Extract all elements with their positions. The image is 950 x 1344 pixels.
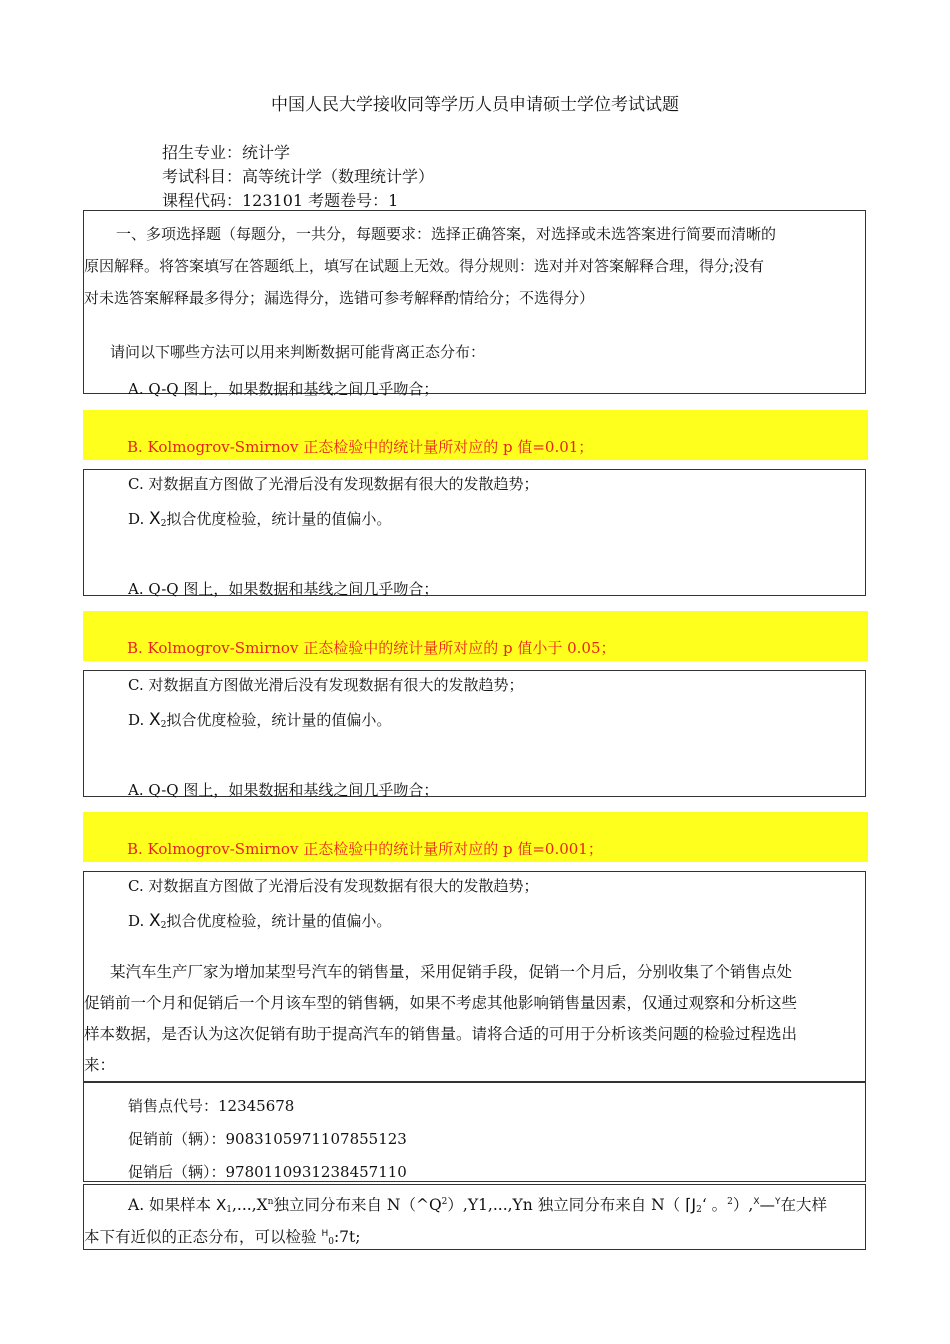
sales-after: 促销后（辆）：9780110931238457110: [128, 1163, 407, 1181]
section2-box: [83, 871, 866, 1082]
group3-option-a: A. Q-Q 图上，如果数据和基线之间几乎吻合；: [128, 781, 439, 799]
group1-highlight: [83, 410, 868, 460]
text-part: ,...,X: [232, 1196, 268, 1214]
code-line: 课程代码：123101 考题卷号：1: [162, 191, 399, 210]
ybar-symbol: Y: [775, 1197, 781, 1207]
group2-option-c: C. 对数据直方图做光滑后没有发现数据有很大的发散趋势；: [128, 676, 524, 694]
sales-data-box: [83, 1082, 866, 1182]
mu-glyph: ⌈J: [685, 1195, 697, 1214]
group2-option-b: B. Kolmogrov-Smirnov 正态检验中的统计量所对应的 p 值小于 0.05；: [127, 639, 616, 657]
sales-point-codes: 销售点代号：12345678: [128, 1097, 295, 1115]
n-superscript: n: [267, 1197, 274, 1207]
group3-option-b: B. Kolmogrov-Smirnov 正态检验中的统计量所对应的 p 值=0.001；: [127, 840, 603, 858]
text-part: 本下有近似的正态分布，可以检验: [84, 1228, 322, 1246]
section2-option-a-line2: [84, 1225, 361, 1247]
text-part: A. 如果样本: [128, 1196, 216, 1214]
group1-option-d: [128, 508, 391, 529]
chi-square-subscript: 2: [160, 720, 167, 730]
section2-line-4: 来：: [84, 1056, 116, 1074]
section2-option-a-line1: [128, 1193, 827, 1215]
group2-highlight: [83, 611, 868, 661]
mu-subscript: 2: [696, 1205, 702, 1215]
group2-option-d: [128, 709, 391, 730]
chi-square-subscript: 2: [160, 921, 167, 931]
section1-box: [83, 210, 866, 398]
chi-square-subscript: 2: [160, 519, 167, 529]
chi-square-symbol: X: [149, 509, 161, 529]
section2-line-3: 样本数据，是否认为这次促销有助于提高汽车的销售量。请将合适的可用于分析该类问题的检验过程选出: [84, 1025, 798, 1043]
group1-option-a: A. Q-Q 图上，如果数据和基线之间几乎吻合；: [128, 380, 439, 398]
group1-option-b: B. Kolmogrov-Smirnov 正态检验中的统计量所对应的 p 值=0.01；: [127, 438, 594, 456]
subject-line: 考试科目：高等统计学（数理统计学）: [162, 167, 435, 186]
text-part: ‘ 。: [701, 1196, 728, 1214]
option-d-text: 拟合优度检验，统计量的值偏小。: [166, 510, 392, 528]
text-part: 独立同分布来自 N（^Q: [273, 1196, 442, 1214]
question-text: 请问以下哪些方法可以用来判断数据可能背离正态分布：: [110, 343, 486, 361]
intro-line-3: 对未选答案解释最多得分；漏选得分，选错可参考解释酌情给分；不选得分）: [84, 289, 595, 307]
section2-line-1: 某汽车生产厂家为增加某型号汽车的销售量，采用促销手段，促销一个月后，分别收集了个销售点处: [110, 963, 793, 981]
x-subscript: 1: [226, 1205, 232, 1215]
chi-square-symbol: X: [149, 911, 161, 931]
xbar-symbol: X: [753, 1197, 760, 1207]
text-part: :7t;: [333, 1228, 361, 1246]
sales-before: 促销前（辆）：9083105971107855123: [128, 1130, 407, 1148]
option-d-text: 拟合优度检验，统计量的值偏小。: [166, 711, 392, 729]
minus-symbol: —: [759, 1196, 776, 1214]
major-line: 招生专业：统计学: [162, 143, 291, 162]
group3-option-d: [128, 910, 391, 931]
group3-highlight: [83, 812, 868, 862]
document-title: 中国人民大学接收同等学历人员申请硕士学位考试试题: [271, 95, 679, 115]
h-symbol: H: [321, 1229, 329, 1239]
intro-line-1: 一、多项选择题（每题分，一共分，每题要求：选择正确答案，对选择或未选答案进行简要而清晰的: [116, 225, 777, 243]
option-d-text: 拟合优度检验，统计量的值偏小。: [166, 912, 392, 930]
text-part: 在大样: [780, 1196, 828, 1214]
section2-line-2: 促销前一个月和促销后一个月该车型的销售辆，如果不考虑其他影响销售量因素，仅通过观察和分析这些: [84, 994, 798, 1012]
option-d-prefix: D.: [128, 912, 150, 930]
group2-cd-box: [83, 670, 866, 797]
text-part: ）,Y1,...,Yn 独立同分布来自 N（: [447, 1196, 686, 1214]
square-superscript: 2: [441, 1197, 448, 1207]
group2-option-a: A. Q-Q 图上，如果数据和基线之间几乎吻合；: [128, 580, 439, 598]
chi-square-symbol: X: [149, 710, 161, 730]
group1-cd-box: [83, 469, 866, 596]
option-d-prefix: D.: [128, 711, 150, 729]
intro-line-2: 原因解释。将答案填写在答题纸上，填写在试题上无效。得分规则：选对并对答案解释合理，得分;没有: [84, 257, 765, 275]
option-d-prefix: D.: [128, 510, 150, 528]
text-part: ）,: [732, 1196, 754, 1214]
h-subscript: 0: [328, 1237, 334, 1247]
section2-option-a-box: [83, 1184, 866, 1250]
group1-option-c: C. 对数据直方图做了光滑后没有发现数据有很大的发散趋势；: [128, 475, 539, 493]
sigma-superscript: 2: [727, 1197, 733, 1207]
group3-option-c: C. 对数据直方图做了光滑后没有发现数据有很大的发散趋势；: [128, 877, 539, 895]
x-symbol: X: [215, 1196, 227, 1214]
